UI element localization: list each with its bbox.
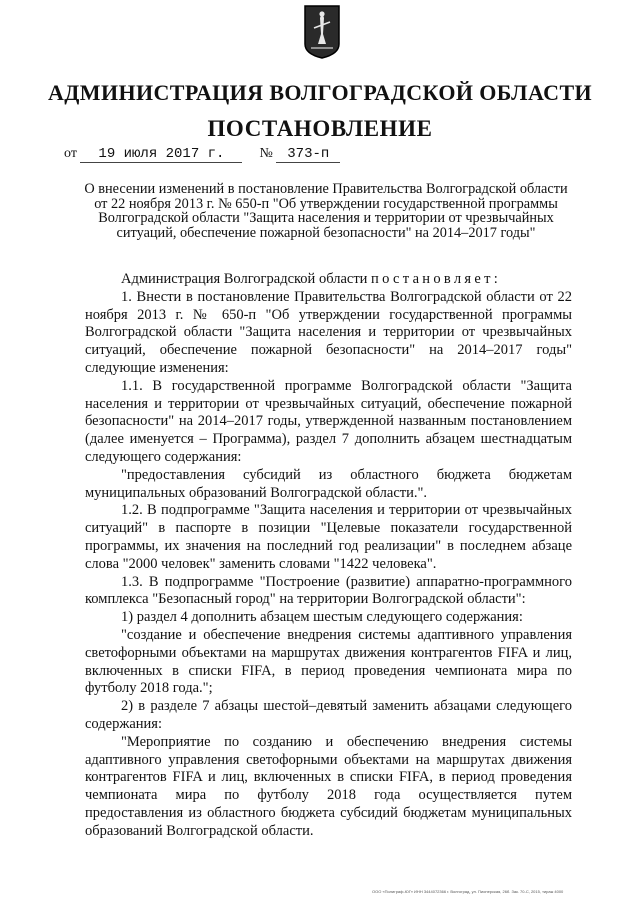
body-paragraph: 2) в разделе 7 абзацы шестой–девятый заменить абзацами следующего содержания: [85,698,572,732]
body-paragraph: 1.2. В подпрограмме "Защита населения и территории от чрезвычайных ситуаций" в паспорте в позиции "Целевые показатели государственной программы, их значения на последний год реализации" в последнем абзаце слова "2000 человек" заменить словами "1422 человека". [85,502,572,572]
document-subject: О внесении изменений в постановление Правительства Волгоградской области от 22 ноября 2013 г. № 650-п "Об утверждении государственной программы Волгоградской области "Защита населения и территории от чрезвычайных ситуаций, обеспечение пожарной безопасности" на 2014–2017 годы" [84,181,568,241]
organization-title: АДМИНИСТРАЦИЯ ВОЛГОГРАДСКОЙ ОБЛАСТИ [47,80,593,105]
date-number-line [64,146,340,163]
intro-text: Администрация Волгоградской области [121,271,368,287]
intro-resolves: постановляет: [371,271,502,287]
body-paragraph: "Мероприятие по созданию и обеспечению внедрения системы адаптивного управления светофорными объектами на маршрутах движения контрагентов FIFA и лиц, включенных в списки FIFA, в период проведения чемпионата мира по футболу 2018 года осуществляется путем предоставления из областного бюджета субсидий бюджетам муниципальных образований Волгоградской области. [85,733,572,839]
document-type-title: ПОСТАНОВЛЕНИЕ [207,116,433,141]
body-paragraph: "предоставления субсидий из областного бюджета бюджетам муниципальных образований Волгоградской области.". [85,466,572,501]
document-body [85,271,572,841]
body-paragraph: "создание и обеспечение внедрения системы адаптивного управления светофорными объектами на маршрутах движения контрагентов FIFA и лиц, включенных в списки FIFA, в период проведения чемпионата мира по футболу 2018 года."; [85,626,572,697]
body-paragraph: 1.3. В подпрограмме "Построение (развитие) аппаратно-программного комплекса "Безопасный город" на территории Волгоградской области": [85,573,572,608]
date-prefix: от [64,146,77,161]
coat-of-arms-emblem [303,4,341,60]
number-prefix: № [259,146,273,161]
body-paragraph: 1. Внести в постановление Правительства Волгоградской области от 22 ноября 2013 г. № 650-п "Об утверждении государственной программы Волгоградской области "Защита населения и территории от чрезвычайных ситуаций, обеспечение пожарной безопасности" на 2014–2017 годы" следующие изменения: [85,288,572,376]
document-number: 373-п [276,146,340,163]
intro-paragraph [85,271,572,289]
body-paragraph: 1.1. В государственной программе Волгоградской области "Защита населения и территории от чрезвычайных ситуаций, обеспечение пожарной безопасности" на 2014–2017 годы, утвержденной названным постановлением (далее именуется – Программа), раздел 7 дополнить абзацем шестнадцатым следующего содержания: [85,377,572,465]
document-date: 19 июля 2017 г. [80,146,242,163]
body-paragraph: 1) раздел 4 дополнить абзацем шестым следующего содержания: [121,609,523,626]
print-info-footer: ООО «Полиграф-ЮГ» ИНН 3444072366 г. Волгоград, ул. Пионерская, 26б. Зак. 70-С, 2015, тираж 4000 [372,889,564,894]
